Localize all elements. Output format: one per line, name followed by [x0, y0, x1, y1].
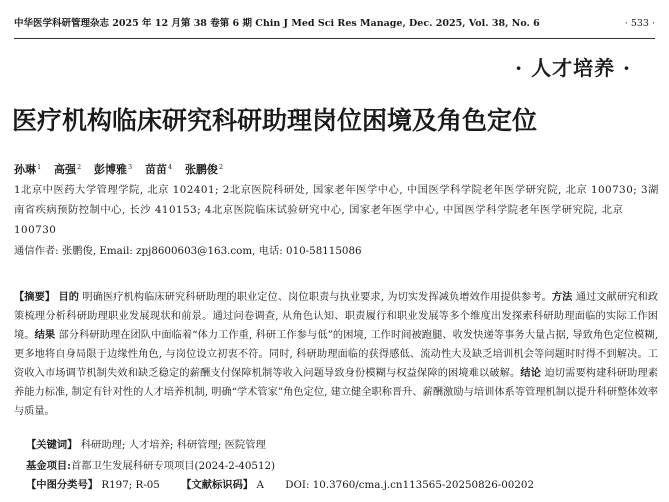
methods-label: 方法: [551, 291, 573, 303]
abstract-label: 【摘要】: [14, 291, 56, 303]
objective-label: 目的: [58, 291, 80, 303]
keyword: 科研管理;: [176, 439, 222, 451]
author-affiliation-mark: 2: [76, 163, 82, 171]
classification: [26, 477, 534, 493]
methods-text: 通过文献研究和政策梳理分析科研助理职业发展现状和前景。通过问卷调查, 从角色认知、职责履行和职业发展等多个维度出发探索科研助理面临的实际工作困境。: [14, 292, 659, 342]
author-affiliation-mark: 1: [37, 163, 42, 171]
doc-code-label: 【文献标识码】: [181, 479, 254, 491]
article-title: 医疗机构临床研究科研助理岗位困境及角色定位: [12, 106, 538, 135]
author-affiliation-mark: 2: [218, 163, 224, 171]
objective-text: 明确医疗机构临床研究科研助理的职业定位、岗位职责与执业要求, 为切实发挥减负增效作用提供参考。: [82, 292, 552, 303]
author-name: 张鹏俊: [184, 163, 218, 176]
abstract-body: [14, 288, 658, 421]
journal-header: [14, 17, 655, 31]
section-label: · 人才培养 ·: [515, 56, 631, 80]
keywords: [26, 437, 266, 453]
author-name: 苗苗: [144, 163, 167, 176]
affiliations: [14, 180, 659, 240]
keyword: 医院管理: [224, 439, 266, 451]
author-affiliation-mark: 3: [127, 163, 133, 171]
author: [54, 163, 81, 176]
corresponding-author: 通信作者: 张鹏俊, Email: zpj8600603@163.com, 电话: 010-58115086: [14, 245, 362, 257]
journal-citation: 中华医学科研管理杂志 2025 年 12 月第 38 卷第 6 期 Chin J Med Sci Res Manage, Dec. 2025, Vol. 38, No. 6: [14, 18, 540, 29]
clc-value: R197; R-05: [101, 479, 160, 491]
header-divider: [14, 38, 655, 39]
page-number: · 533 ·: [624, 18, 655, 29]
author-name: 彭博雅: [93, 163, 127, 176]
author: [94, 163, 132, 176]
author: [145, 163, 172, 176]
keywords-label: 【关键词】: [26, 439, 78, 451]
doc-code-value: A: [256, 479, 264, 491]
funding-label: 基金项目:: [26, 460, 71, 472]
conclusion-text: 迫切需要构建科研助理素养能力标准, 制定有针对性的人才培养机制, 明确“学术管家”角色定位, 建立健全职称晋升、薪酬激励与培训体系等管理机制以提升科研整体效率与质量。: [14, 368, 659, 417]
keyword: 科研助理;: [80, 439, 126, 451]
keyword: 人才培养;: [128, 439, 174, 451]
author-name: 孙琳: [14, 163, 36, 176]
affiliations-text: 1北京中医药大学管理学院, 北京 102401; 2北京医院科研处, 国家老年医学中心, 中国医学科学院老年医学研究院, 北京 100730; 3湖南省疾病预防控制中心, 长沙 410153; 4北京医院临床试验研究中心, 国家老年医学中心, 中国医学科学院老年医学研究院, 北京 100730: [14, 184, 659, 236]
doi[interactable]: DOI: 10.3760/cma.j.cn113565-20250826-00202: [285, 479, 534, 491]
results-text: 部分科研助理在团队中面临着“体力工作重, 科研工作参与低”的困境, 工作时间被跑腿、收发快递等事务大量占据, 导致角色定位模糊, 更多地将自身局限于边缘性角色, 与岗位设立初衷不符。同时, 科研助理面临的获得感低、流动性大及缺乏培训机会等问题时时得不到解决。工资收入市场调节机制失效和缺乏稳定的薪酬支付保障机制等收入问题导致身份模糊与权益保障的困境难以破解。: [14, 330, 658, 380]
clc-label: 【中图分类号】: [26, 479, 99, 491]
author: [14, 163, 41, 176]
funding: [26, 458, 275, 474]
author-affiliation-mark: 4: [167, 163, 173, 171]
author-name: 高强: [53, 163, 76, 176]
author-list: [14, 159, 232, 178]
abstract: [14, 288, 658, 421]
author: [185, 163, 223, 176]
results-label: 结果: [34, 329, 56, 342]
conclusion-label: 结论: [520, 367, 542, 380]
funding-value: 首都卫生发展科研专项项目(2024-2-40512): [71, 460, 276, 472]
